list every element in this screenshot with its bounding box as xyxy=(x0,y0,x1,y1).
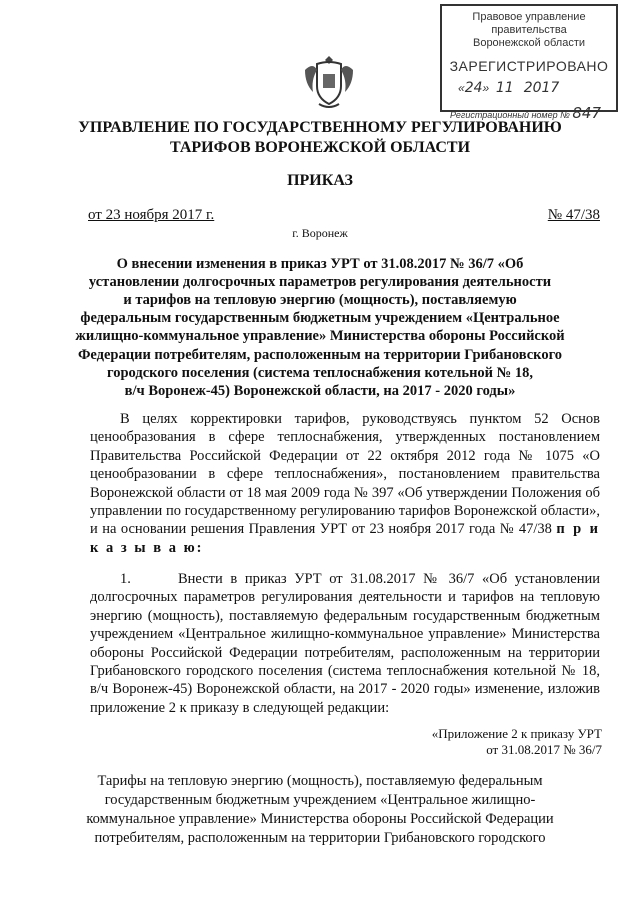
stamp-reg-value: 847 xyxy=(572,104,601,122)
order-date: от 23 ноября 2017 г. xyxy=(88,207,215,223)
item-1-number: 1. xyxy=(120,571,131,587)
tariff-title-line: Тарифы на тепловую энергию (мощность), поставляемую федеральным xyxy=(97,773,543,789)
stamp-month: 11 xyxy=(495,80,514,96)
subject-line: Федерации потребителям, расположенным на территории Грибановского xyxy=(77,347,563,363)
stamp-year: 2017 xyxy=(523,80,560,96)
doc-type: ПРИКАЗ xyxy=(287,172,353,189)
stamp-reg-label: Регистрационный номер № xyxy=(450,110,570,120)
preamble-text: В целях корректировки тарифов, руководствуясь пунктом 52 Основ ценообразования в сфере теплоснабжения, утвержденных постановлением Правительства Российской Федерации от 22 октября 2012 года № 1075 «О ценообразовании в сфере теплоснабжения», постановлением правительства Воронежской области от 18 мая 2009 года № 397 «Об утверждении Положения об управлении по государственному регулированию тарифов Воронежской области», и на основании решения Правления УРТ от 23 ноября 2017 года № 47/38 xyxy=(90,411,600,538)
subject-line: городского поселения (система теплоснабжения котельной № 18, xyxy=(107,365,533,381)
subject-line: федеральным государственным бюджетным учреждением «Центральное xyxy=(80,310,560,326)
subject-line: и тарифов на тепловую энергию (мощность), поставляемую xyxy=(123,292,517,308)
stamp-date: «24» 11 2017 xyxy=(458,80,560,96)
stamp-day: 24 xyxy=(464,80,483,96)
order-number: № 47/38 xyxy=(547,207,600,223)
city: г. Воронеж xyxy=(292,226,348,240)
stamp-org-line1: Правовое управление правительства xyxy=(472,11,586,36)
item-1-text: Внести в приказ УРТ от 31.08.2017 № 36/7 «Об установлении долгосрочных параметров регулирования деятельности и тарифов на тепловую энергию (мощность), поставляемую федеральным государственным бюджетным учреждением «Центральное жилищно-коммунальное управление» Министерства обороны Российской Федерации потребителям, расположенным на территории Грибановского городского поселения (система теплоснабжения котельной № 18, в/ч Воронеж-45) Воронежской области, на 2017 - 2020 годы» изменение, изложив приложение 2 к приказу в следующей редакции: xyxy=(90,571,600,716)
subject-line: жилищно-коммунальное управление» Министерства обороны Российской xyxy=(75,328,565,344)
tariff-title-line: коммунальное управление» Министерства обороны Российской Федерации xyxy=(86,811,554,827)
appendix-line2: от 31.08.2017 № 36/7 xyxy=(486,742,602,757)
appendix-line1: «Приложение 2 к приказу УРТ xyxy=(431,726,602,741)
subject-line: О внесении изменения в приказ УРТ от 31.08.2017 № 36/7 «Об xyxy=(116,256,524,272)
stamp-org xyxy=(442,11,616,50)
appendix-ref xyxy=(432,726,602,758)
tariff-title-line: государственным бюджетным учреждением «Центральное жилищно- xyxy=(104,792,536,808)
subject-line: установлении долгосрочных параметров регулирования деятельности xyxy=(88,274,552,290)
stamp-org-line2: Воронежской области xyxy=(472,37,585,49)
order-word: п р и к а з ы в а ю: xyxy=(90,521,600,556)
org-title-line1: УПРАВЛЕНИЕ ПО ГОСУДАРСТВЕННОМУ РЕГУЛИРОВАНИЮ xyxy=(78,119,562,136)
subject-line: в/ч Воронеж-45) Воронежской области, на 2017 - 2020 годы» xyxy=(124,383,516,399)
preamble xyxy=(90,410,600,557)
stamp-registered: ЗАРЕГИСТРИРОВАНО xyxy=(449,58,609,74)
org-title-line2: ТАРИФОВ ВОРОНЕЖСКОЙ ОБЛАСТИ xyxy=(169,139,471,156)
tariff-title-line: потребителям, расположенным на территории Грибановского городского xyxy=(94,830,546,846)
coat-of-arms-icon xyxy=(303,52,355,112)
item-1 xyxy=(90,570,600,717)
registration-stamp xyxy=(440,4,618,122)
